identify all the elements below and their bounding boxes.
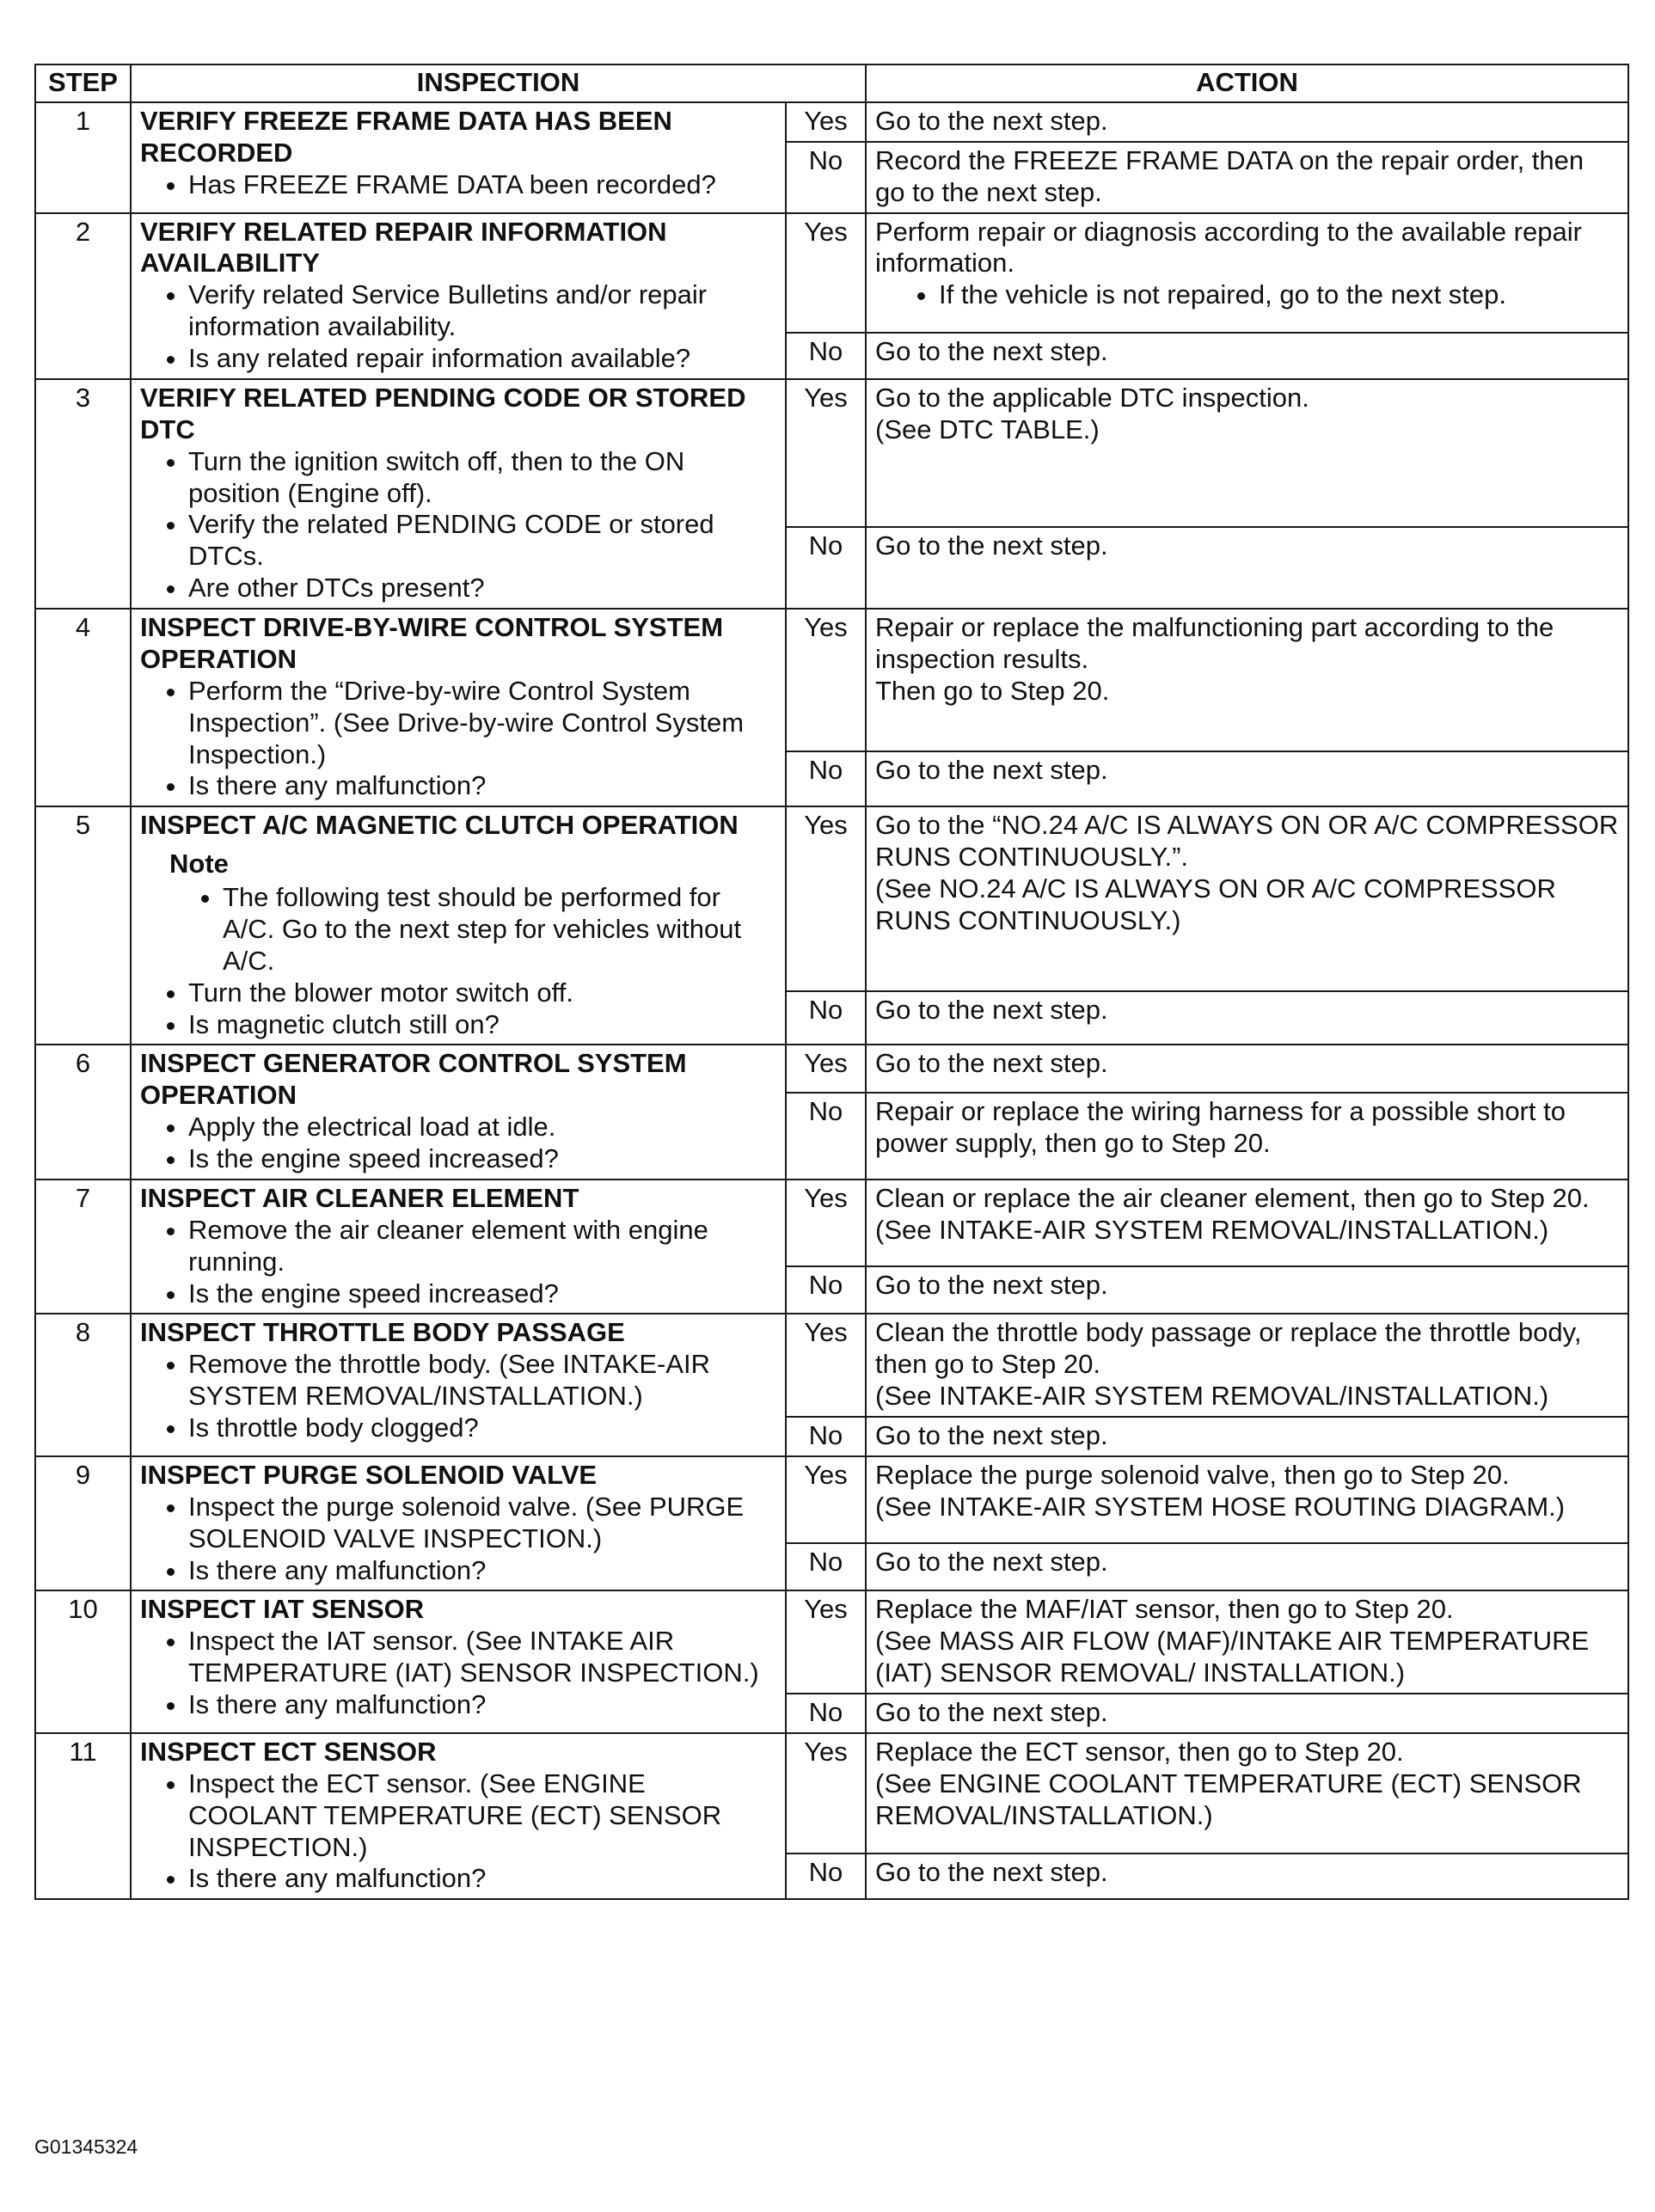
inspection-title: VERIFY RELATED REPAIR INFORMATION AVAILABILITY <box>140 216 667 279</box>
answer-yes: Yes <box>786 1590 866 1694</box>
answer-yes: Yes <box>786 213 866 334</box>
no-action-cell <box>866 1417 1628 1456</box>
action-text: Go to the next step. <box>875 1420 1108 1450</box>
answer-no: No <box>786 527 866 609</box>
inspection-cell <box>131 1045 786 1180</box>
answer-no: No <box>786 1266 866 1314</box>
action-text: Go to the next step. <box>875 755 1108 786</box>
inspection-title: INSPECT DRIVE-BY-WIRE CONTROL SYSTEM OPERATION <box>140 612 724 674</box>
action-text: Replace the ECT sensor, then go to Step 20. <box>875 1736 1404 1767</box>
inspection-bullet-list <box>140 676 776 803</box>
inspection-bullet: • Is there any malfunction? <box>188 1863 776 1895</box>
inspection-bullet: • Inspect the ECT sensor. (See ENGINE COOLANT TEMPERATURE (ECT) SENSOR INSPECTION.) <box>188 1768 776 1864</box>
action-column-header: ACTION <box>866 64 1628 102</box>
answer-no: No <box>786 991 866 1045</box>
answer-yes: Yes <box>786 1733 866 1854</box>
inspection-cell <box>131 609 786 806</box>
table-row <box>35 1733 1628 1854</box>
action-text: (See INTAKE-AIR SYSTEM REMOVAL/INSTALLATION.) <box>875 1381 1549 1412</box>
inspection-bullet: • Perform the “Drive-by-wire Control System Inspection”. (See Drive-by-wire Control System Inspection.) <box>188 676 776 771</box>
inspection-bullet: • Is throttle body clogged? <box>188 1412 776 1444</box>
answer-no: No <box>786 1694 866 1733</box>
action-text: (See NO.24 A/C IS ALWAYS ON OR A/C COMPRESSOR RUNS CONTINUOUSLY.) <box>875 873 1556 935</box>
inspection-title: VERIFY FREEZE FRAME DATA HAS BEEN RECORDED <box>140 105 672 168</box>
table-row <box>35 806 1628 990</box>
inspection-bullet: • Is magnetic clutch still on? <box>188 1009 776 1041</box>
step-number: 5 <box>35 806 131 1045</box>
table-row <box>35 213 1628 334</box>
inspection-bullet: • Turn the ignition switch off, then to the ON position (Engine off). <box>188 446 776 510</box>
step-number: 11 <box>35 1733 131 1899</box>
action-text: Repair or replace the malfunctioning part according to the inspection results. <box>875 612 1554 674</box>
inspection-cell <box>131 1733 786 1899</box>
inspection-bullet: • Is there any malfunction? <box>188 770 776 802</box>
inspection-bullet-list <box>140 1626 776 1721</box>
inspection-cell <box>131 1590 786 1733</box>
action-text: Go to the next step. <box>875 105 1108 136</box>
inspection-bullet: • Remove the air cleaner element with engine running. <box>188 1215 776 1278</box>
action-text: Clean or replace the air cleaner element, then go to Step 20. <box>875 1182 1590 1213</box>
inspection-title: INSPECT A/C MAGNETIC CLUTCH OPERATION <box>140 810 739 841</box>
action-text: Replace the purge solenoid valve, then go to Step 20. <box>875 1459 1510 1490</box>
inspection-bullet-list <box>140 1768 776 1896</box>
inspection-bullet: • Remove the throttle body. (See INTAKE-AIR SYSTEM REMOVAL/INSTALLATION.) <box>188 1349 776 1412</box>
inspection-title: INSPECT PURGE SOLENOID VALVE <box>140 1459 598 1490</box>
inspection-bullet-list <box>140 169 776 201</box>
inspection-cell <box>131 806 786 1045</box>
answer-yes: Yes <box>786 102 866 142</box>
action-text: Record the FREEZE FRAME DATA on the repair order, then go to the next step. <box>875 144 1585 207</box>
action-bullet: • If the vehicle is not repaired, go to the next step. <box>939 279 1619 311</box>
answer-no: No <box>786 1093 866 1180</box>
inspection-bullet: • Apply the electrical load at idle. <box>188 1112 776 1143</box>
table-row <box>35 102 1628 142</box>
inspection-bullet-list <box>140 1112 776 1175</box>
answer-yes: Yes <box>786 1314 866 1417</box>
yes-action-cell <box>866 213 1628 334</box>
inspection-bullet: • Is any related repair information available? <box>188 343 776 375</box>
action-text: Go to the next step. <box>875 1856 1108 1887</box>
diagnostic-procedure-table <box>34 64 1629 1900</box>
no-action-cell <box>866 751 1628 806</box>
inspection-bullet: • Verify the related PENDING CODE or stored DTCs. <box>188 509 776 573</box>
action-text: (See MASS AIR FLOW (MAF)/INTAKE AIR TEMPERATURE (IAT) SENSOR REMOVAL/ INSTALLATION.) <box>875 1626 1590 1688</box>
action-text: Go to the next step. <box>875 336 1108 367</box>
action-text: Go to the next step. <box>875 530 1108 561</box>
inspection-bullet-list <box>140 446 776 604</box>
inspection-bullet: • Inspect the IAT sensor. (See INTAKE AIR TEMPERATURE (IAT) SENSOR INSPECTION.) <box>188 1626 776 1689</box>
yes-action-cell <box>866 379 1628 527</box>
action-text: Then go to Step 20. <box>875 675 1110 706</box>
step-number: 1 <box>35 102 131 213</box>
inspection-bullet: • Turn the blower motor switch off. <box>188 977 776 1009</box>
note-item: • The following test should be performed for A/C. Go to the next step for vehicles without A/C. <box>223 882 776 977</box>
no-action-cell <box>866 1694 1628 1733</box>
step-number: 3 <box>35 379 131 609</box>
inspection-bullet: • Is there any malfunction? <box>188 1555 776 1587</box>
step-number: 10 <box>35 1590 131 1733</box>
yes-action-cell <box>866 1456 1628 1543</box>
action-text: Go to the next step. <box>875 1269 1108 1300</box>
inspection-bullet-list <box>140 977 776 1041</box>
no-action-cell <box>866 1543 1628 1591</box>
action-text: Go to the applicable DTC inspection. <box>875 382 1309 413</box>
inspection-bullet: • Is the engine speed increased? <box>188 1143 776 1175</box>
yes-action-cell <box>866 1733 1628 1854</box>
yes-action-cell <box>866 102 1628 142</box>
yes-action-cell <box>866 1590 1628 1694</box>
action-text: Replace the MAF/IAT sensor, then go to Step 20. <box>875 1594 1454 1625</box>
inspection-cell <box>131 1456 786 1591</box>
table-row <box>35 1045 1628 1093</box>
yes-action-cell <box>866 1180 1628 1266</box>
no-action-cell <box>866 1266 1628 1314</box>
answer-yes: Yes <box>786 379 866 527</box>
action-text: Go to the next step. <box>875 994 1108 1025</box>
inspection-cell <box>131 379 786 609</box>
table-row <box>35 609 1628 751</box>
yes-action-cell <box>866 1045 1628 1093</box>
action-text: Go to the “NO.24 A/C IS ALWAYS ON OR A/C COMPRESSOR RUNS CONTINUOUSLY.”. <box>875 810 1619 873</box>
inspection-title: INSPECT AIR CLEANER ELEMENT <box>140 1182 579 1213</box>
table-row <box>35 1456 1628 1543</box>
inspection-bullet-list <box>140 1492 776 1587</box>
answer-yes: Yes <box>786 806 866 990</box>
answer-yes: Yes <box>786 609 866 751</box>
note-list <box>140 882 776 977</box>
action-text: Perform repair or diagnosis according to the available repair information. <box>875 216 1582 279</box>
yes-action-cell <box>866 609 1628 751</box>
step-number: 6 <box>35 1045 131 1180</box>
step-number: 9 <box>35 1456 131 1591</box>
action-text: (See DTC TABLE.) <box>875 414 1100 444</box>
inspection-title: INSPECT ECT SENSOR <box>140 1736 437 1767</box>
yes-action-cell <box>866 1314 1628 1417</box>
inspection-title: VERIFY RELATED PENDING CODE OR STORED DTC <box>140 382 746 444</box>
note-label: Note <box>169 849 229 879</box>
inspection-title: INSPECT THROTTLE BODY PASSAGE <box>140 1317 625 1348</box>
action-text: (See ENGINE COOLANT TEMPERATURE (ECT) SENSOR REMOVAL/INSTALLATION.) <box>875 1768 1582 1830</box>
inspection-column-header: INSPECTION <box>131 64 866 102</box>
inspection-bullet-list <box>140 279 776 375</box>
action-text: Go to the next step. <box>875 1546 1108 1577</box>
answer-yes: Yes <box>786 1456 866 1543</box>
step-number: 2 <box>35 213 131 379</box>
no-action-cell <box>866 1093 1628 1180</box>
answer-yes: Yes <box>786 1045 866 1093</box>
inspection-cell <box>131 213 786 379</box>
inspection-cell <box>131 1314 786 1456</box>
table-row <box>35 1314 1628 1417</box>
step-number: 7 <box>35 1180 131 1314</box>
step-number: 4 <box>35 609 131 806</box>
action-text: Repair or replace the wiring harness for a possible short to power supply, then go to Step 20. <box>875 1096 1566 1159</box>
action-text: Clean the throttle body passage or replace the throttle body, then go to Step 20. <box>875 1317 1582 1380</box>
step-column-header: STEP <box>35 64 131 102</box>
no-action-cell <box>866 991 1628 1045</box>
action-bullet-list <box>875 279 1619 311</box>
answer-no: No <box>786 1417 866 1456</box>
action-text: Go to the next step. <box>875 1697 1108 1727</box>
inspection-cell <box>131 102 786 213</box>
figure-id: G01345324 <box>34 2135 138 2158</box>
no-action-cell <box>866 1854 1628 1900</box>
table-row <box>35 379 1628 527</box>
no-action-cell <box>866 527 1628 609</box>
table-row <box>35 1590 1628 1694</box>
inspection-bullet-list <box>140 1215 776 1310</box>
inspection-bullet: • Has FREEZE FRAME DATA been recorded? <box>188 169 776 201</box>
answer-yes: Yes <box>786 1180 866 1266</box>
answer-no: No <box>786 1854 866 1900</box>
inspection-bullet: • Verify related Service Bulletins and/or repair information availability. <box>188 279 776 343</box>
inspection-bullet: • Inspect the purge solenoid valve. (See PURGE SOLENOID VALVE INSPECTION.) <box>188 1492 776 1555</box>
action-text: Go to the next step. <box>875 1048 1108 1079</box>
action-text: (See INTAKE-AIR SYSTEM REMOVAL/INSTALLATION.) <box>875 1214 1549 1245</box>
inspection-bullet: • Is the engine speed increased? <box>188 1278 776 1310</box>
answer-no: No <box>786 142 866 213</box>
inspection-bullet: • Is there any malfunction? <box>188 1689 776 1721</box>
answer-no: No <box>786 333 866 379</box>
no-action-cell <box>866 333 1628 379</box>
table-header-row <box>35 64 1628 102</box>
inspection-bullet-list <box>140 1349 776 1444</box>
inspection-title: INSPECT IAT SENSOR <box>140 1594 425 1625</box>
table-row <box>35 1180 1628 1266</box>
inspection-cell <box>131 1180 786 1314</box>
action-text: (See INTAKE-AIR SYSTEM HOSE ROUTING DIAGRAM.) <box>875 1491 1566 1522</box>
step-number: 8 <box>35 1314 131 1456</box>
answer-no: No <box>786 751 866 806</box>
answer-no: No <box>786 1543 866 1591</box>
inspection-title: INSPECT GENERATOR CONTROL SYSTEM OPERATION <box>140 1048 687 1111</box>
no-action-cell <box>866 142 1628 213</box>
yes-action-cell <box>866 806 1628 990</box>
inspection-bullet: • Are other DTCs present? <box>188 573 776 604</box>
